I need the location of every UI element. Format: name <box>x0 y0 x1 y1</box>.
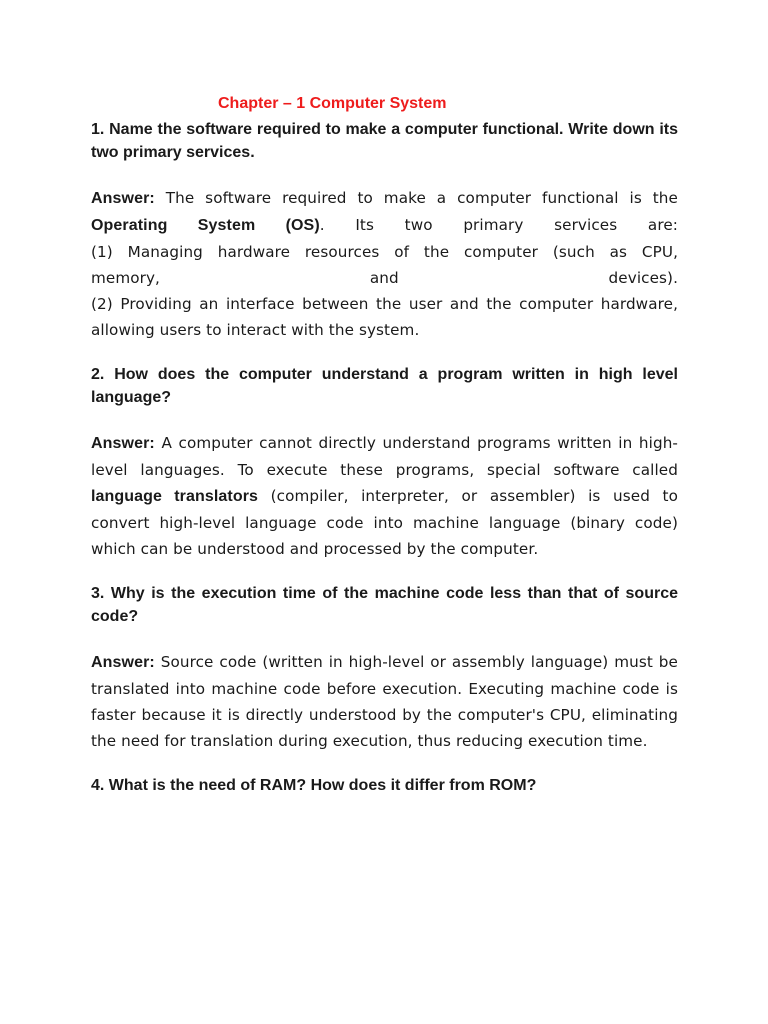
answer-3 <box>91 649 678 754</box>
question-1: 1. Name the software required to make a computer functional. Write down its two primary services. <box>91 121 678 161</box>
answer-1-text-2: . Its two primary services are: <box>319 216 678 234</box>
answer-2 <box>91 430 678 562</box>
answer-1-line-1 <box>91 185 678 212</box>
answer-3-text: Source code (written in high-level or assembly language) must be translated into machine code before execution. Executing machine code is faster because it is directly understood by the computer's CPU, eliminating the need for translation during execution, thus reducing execution time. <box>91 653 678 750</box>
answer-1 <box>91 185 678 343</box>
answer-1-service-2: (2) Providing an interface between the user and the computer hardware, allowing users to interact with the system. <box>91 295 678 339</box>
question-4: 4. What is the need of RAM? How does it differ from ROM? <box>91 777 537 794</box>
answer-2-emphasis: language translators <box>91 488 259 505</box>
answer-1-service-1b: memory, and devices). <box>91 269 678 287</box>
chapter-title: Chapter – 1 Computer System <box>218 95 447 112</box>
question-3: 3. Why is the execution time of the machine code less than that of source code? <box>91 585 678 625</box>
question-2: 2. How does the computer understand a program written in high level language? <box>91 366 678 406</box>
answer-2-text-1: A computer cannot directly understand programs written in high-level languages. To execute these programs, special software called <box>91 434 678 479</box>
answer-3-label: Answer: <box>91 654 155 671</box>
answer-2-text-2: (compiler, interpreter, or assembler) is used to convert high-level language code into machine language (binary code) which can be understood and processed by the computer. <box>91 487 678 558</box>
answer-2-label: Answer: <box>91 435 155 452</box>
answer-1-emphasis: Operating System (OS) <box>91 217 320 234</box>
answer-1-line-2 <box>91 212 678 239</box>
document-content <box>91 118 678 797</box>
answer-1-text-1: The software required to make a computer functional is the <box>165 189 678 207</box>
answer-1-label: Answer: <box>91 190 155 207</box>
answer-1-service-1a: (1) Managing hardware resources of the computer (such as CPU, <box>91 243 678 261</box>
